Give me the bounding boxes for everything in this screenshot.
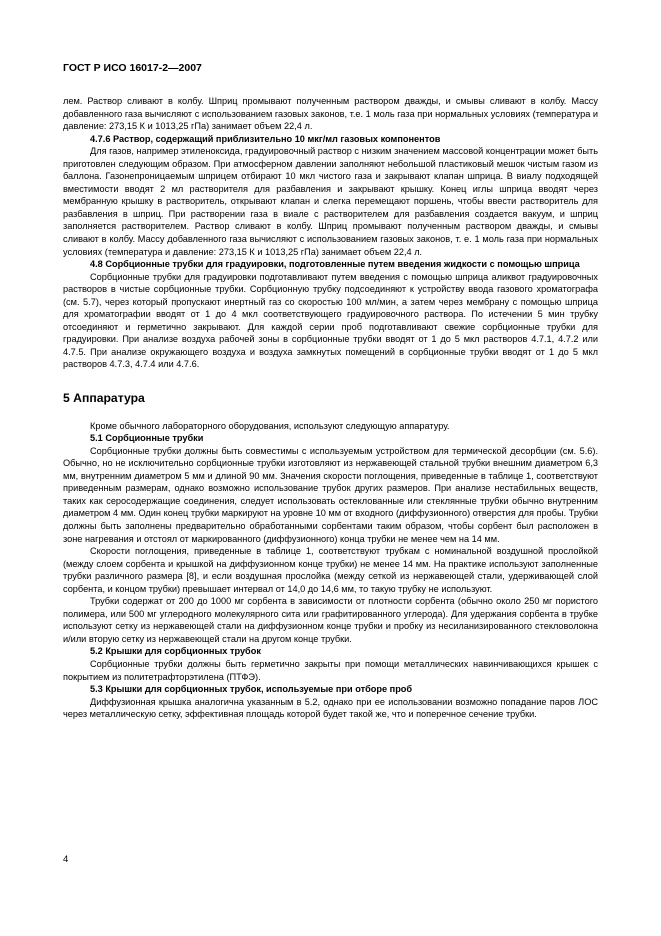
- paragraph: Для газов, например этиленоксида, градуировочный раствор с низким значением массовой концентрации может быть приготовлен следующим образом. При атмосферном давлении заполняют небольшой пластиковый мешок чистым газом из баллона. Газонепроницаемым шприцем отбирают 10 мкл чистого газа и закрывают клапан шприца. В виалу подходящей вместимости вводят 2 мл растворителя для разбавления и закрывают крышку. Конец иглы шприца вводят через мембранную крышку в растворитель, открывают клапан и слегка перемещают поршень, чтобы ввести растворитель для разбавления в шприц. При растворении газа в виале с растворителем для разбавления создается вакуум, и шприц заполняется растворителем. Раствор сливают в колбу. Шприц промывают полученным раствором дважды, и смывы сливают в колбу. Массу добавленного газа вычисляют с использованием газовых законов, т. е. 1 моль газа при нормальных условиях (температура и давление: 273,15 К и 1013,25 гПа) занимает объем 22,4 л.: [63, 146, 598, 257]
- paragraph: Скорости поглощения, приведенные в таблице 1, соответствуют трубкам с номинальной воздушной прослойкой (между слоем сорбента и крышкой на диффузионном конце трубки) не менее 14 мм. На практике используют заполненные трубки различного размера [8], и если воздушная прослойка (между сеткой из нержавеющей стали, удерживающей слой сорбента, и концом трубки) превышает интервал от 14,0 до 14,6 мм, то такую трубку не используют.: [63, 546, 598, 594]
- paragraph: Трубки содержат от 200 до 1000 мг сорбента в зависимости от плотности сорбента (обычно около 250 мг пористого полимера, или 500 мг углеродного молекулярного сита или графитированного углерода). Для удержания сорбента в трубке используют сетку из нержавеющей стали на диффузионном конце трубки и пробку из несиланизированного стекловолокна и/или вторую сетку из нержавеющей стали на другом конце трубки.: [63, 596, 598, 644]
- paragraph-continuation: лем. Раствор сливают в колбу. Шприц промывают полученным раствором дважды, и смывы сливают в колбу. Массу добавленного газа вычисляют с использованием газовых законов, т.е. 1 моль газа при нормальных условиях (температура и давление: 273,15 К и 1013,25 гПа) занимает объем 22,4 л.: [63, 96, 598, 132]
- document-header: ГОСТ Р ИСО 16017-2—2007: [63, 62, 202, 74]
- page-number: 4: [63, 854, 69, 865]
- paragraph: Кроме обычного лабораторного оборудования, используют следующую аппаратуру.: [90, 420, 450, 431]
- paragraph: Сорбционные трубки должны быть герметично закрыты при помощи металлических навинчивающихся крышек с покрытием из политетрафторэтилена (ПТФЭ).: [63, 658, 598, 682]
- paragraph: Сорбционные трубки должны быть совместимы с используемым устройством для термической десорбции (см. 5.6). Обычно, но не исключительно сорбционные трубки изготовляют из нержавеющей стальной трубки внешним диаметром 6,3 мм, внутренним диаметром 5 мм и длиной 90 мм. Значения скорости поглощения, приведенные в таблице 1, соответствуют приведенным размерам, однако возможно использование трубок других размеров. При анализе нестабильных веществ, таких как серосодержащие соединения, следует использовать остеклованные или стеклянные трубки обычно внутренним диаметром 4 мм. Один конец трубки маркируют на уровне 10 мм от входного (диффузионного) отверстия для пробы. Трубки должны быть заполнены предварительно обработанными сорбентами таким образом, чтобы сорбент был расположен в зоне нагревания и отстоял от маркированного (диффузионного) конца трубки не менее чем на 14 мм.: [63, 445, 598, 544]
- chapter-heading-5: 5 Аппаратура: [63, 391, 145, 406]
- paragraph: Диффузионная крышка аналогична указанным в 5.2, однако при ее использовании возможно попадание паров ЛОС через металлическую сетку, эффективная площадь которой будет такой же, что и поперечное сечение трубки.: [63, 696, 598, 720]
- section-heading-4-7-6: 4.7.6 Раствор, содержащий приблизительно 10 мкг/мл газовых компонентов: [90, 133, 441, 144]
- section-heading-4-8: 4.8 Сорбционные трубки для градуировки, подготовленные путем введения жидкости с помощью шприца: [90, 259, 580, 270]
- section-heading-5-1: 5.1 Сорбционные трубки: [90, 433, 204, 444]
- paragraph: Сорбционные трубки для градуировки подготавливают путем введения с помощью шприца аликвот градуировочных растворов в чистые сорбционные трубки. Сорбционную трубку подсоединяют к устройству ввода газового хроматографа (см. 5.7), через который пропускают инертный газ со скоростью 100 мл/мин, а затем через мембрану с помощью шприца для хроматографии вводят от 1 до 4 мкл соответствующего градуировочного раствора. По истечении 5 мин трубку отсоединяют и герметично закрывают. Для каждой серии проб подготавливают свежие сорбционные трубки для градуировки. При анализе воздуха рабочей зоны в сорбционные трубки вводят от 1 до 5 мкл растворов 4.7.1, 4.7.2 или 4.7.5. При анализе окружающего воздуха и воздуха замкнутых помещений в сорбционные трубки вводят от 1 до 5 мкл растворов 4.7.3, 4.7.4 или 4.7.6.: [63, 271, 598, 370]
- section-heading-5-3: 5.3 Крышки для сорбционных трубок, используемые при отборе проб: [90, 684, 413, 695]
- section-heading-5-2: 5.2 Крышки для сорбционных трубок: [90, 646, 261, 657]
- document-body: [63, 95, 598, 721]
